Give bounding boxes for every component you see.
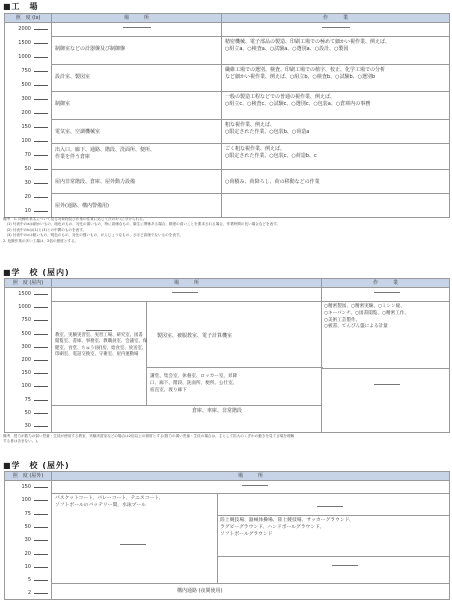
school-indoor-lux-label: 30 — [24, 423, 31, 429]
school-indoor-general-rooms: 教室、実験実習室、実習工場、研究室、図書 閲覧室、書庫、事務室、教職員室、会議室、保 健室、食堂、ちゅう(厨)房、給食室、放送室、 印刷室、電話交換室、守衛室、屋内運動場 — [55, 333, 148, 358]
school-indoor-bottom-box — [52, 405, 322, 434]
factory-lux-header: 照 度 (lx) — [5, 14, 52, 23]
factory-place-column — [52, 23, 222, 218]
factory-place-header: 場 所 — [52, 14, 222, 23]
factory-place-row — [52, 193, 222, 212]
school-indoor-work-bottom-dash — [374, 384, 400, 385]
school-outdoor-upper-right-box — [217, 493, 450, 516]
school-indoor-lux-tick — [34, 386, 48, 387]
factory-place-top-dash — [123, 27, 151, 28]
factory-table — [4, 13, 450, 218]
factory-note-line: 2. 危険作業の多い工場は、2倍の照度とする。 — [3, 238, 79, 243]
school-indoor-work-header: 作 業 — [322, 279, 450, 288]
factory-work-text: 精密機械、電子部品の製造、印刷工場での極めて細かい視作業、例えば、 ○組立a、○検査a、○試験a、○選別a、○設計、○製図 — [225, 39, 391, 52]
factory-note-line: 備考 1. 同種作業名について見る対象物及び作業の性質に応じて次の3つに分けられる。 — [3, 217, 147, 221]
school-outdoor-courts: バスケットコート、バレーコート、テニスコート、 ソフトボールのバッテリー間、水泳プール — [55, 496, 164, 508]
school-outdoor-lux-label: 150 — [21, 484, 31, 490]
school-indoor-lux-tick — [34, 320, 48, 321]
school-indoor-drafting-rooms: 製図室、被服教室、電子計算機室 — [157, 333, 233, 339]
factory-work-header: 作 業 — [222, 14, 450, 23]
school-outdoor-lux-label: 20 — [24, 550, 31, 557]
factory-place-row — [52, 91, 222, 120]
factory-note-line: (3) 付表中のcは粗いもの、明色のもの、対比の強いもの、がんじょうなもの、さほど高価でないものを表す。 — [3, 233, 183, 238]
factory-note-line: (2) 付表中のbは(1)と(3)との中間のものを表す。 — [3, 227, 87, 232]
factory-lux-tick — [34, 113, 48, 114]
factory-lux-tick — [34, 127, 48, 128]
school-outdoor-lux-label: 5 — [27, 577, 31, 584]
factory-lux-label: 50 — [24, 166, 31, 172]
school-indoor-place-header: 場 所 — [52, 279, 322, 288]
factory-section-title: ■工 場 — [3, 2, 39, 11]
school-outdoor-lux-label: 10 — [24, 563, 31, 570]
school-outdoor-lux-tick — [34, 527, 48, 528]
factory-place-text: 出入口、廊下、通路、階段、洗面所、便所、 作業を伴う倉庫 — [55, 147, 156, 160]
factory-lux-label: 10 — [24, 208, 31, 214]
school-indoor-lux-label: 50 — [24, 409, 31, 416]
school-outdoor-lux-label: 100 — [21, 497, 31, 504]
school-outdoor-campus-path: 構内通路 (夜間使用) — [177, 588, 223, 594]
factory-lux-tick — [34, 211, 48, 212]
school-indoor-title: ■学 校 (屋内) — [3, 268, 70, 277]
school-indoor-auditorium: 講堂、集会室、休養室、ロッカー室、昇降 口、廊下、階段、洗面所、便所、公仕室、 宿直室、渡り廊下 — [150, 374, 238, 393]
factory-place-row — [52, 169, 222, 194]
school-indoor-scale — [5, 288, 52, 433]
factory-lux-tick — [34, 85, 48, 86]
school-outdoor-bottom-box — [52, 583, 450, 601]
school-indoor-lux-header: 照 度 (屋内) — [5, 279, 52, 288]
school-indoor-lux-tick — [34, 413, 48, 414]
factory-work-row — [222, 193, 450, 212]
factory-lux-label: 200 — [21, 110, 31, 116]
factory-note-line: (1) 付表中のaは細かいもの、暗色のもの、対比の弱いもの、特に高価なもの、衛生に関係ある場合、精度の高いことを要求される場合、作業時間の長い場合などを表す。 — [3, 222, 281, 227]
school-indoor-work-list: ○精密製図、○精密実験、○ミシン縫、 ○キーパンチ、○図書閲覧、○精密工作、 ○美術工芸製作、 ○板書、てんぴん盤による計量 — [324, 304, 409, 330]
factory-place-text: 電気室、空調機械室 — [55, 129, 101, 135]
school-outdoor-lux-tick — [34, 540, 48, 541]
school-indoor-lux-tick — [34, 373, 48, 374]
factory-lux-label: 150 — [21, 124, 31, 130]
factory-place-text: 屋外(通路、構内警備用) — [55, 203, 109, 209]
factory-work-row — [222, 64, 450, 92]
factory-work-text: ごく粗な視作業、例えば、 ○限定された作業、○包装c、○荷造b、c — [225, 146, 317, 159]
school-indoor-right-box — [146, 301, 322, 368]
factory-work-top-dash — [322, 27, 350, 28]
factory-lux-tick — [34, 57, 48, 58]
factory-lux-label: 100 — [21, 138, 31, 144]
school-outdoor-title: ■学 校 (屋外) — [3, 461, 70, 470]
school-indoor-lux-label: 200 — [21, 357, 31, 363]
school-indoor-lux-label: 750 — [21, 317, 31, 324]
factory-lux-label: 2000 — [18, 26, 31, 32]
school-indoor-lux-label: 150 — [21, 370, 31, 377]
school-indoor-lux-tick — [34, 426, 48, 427]
school-outdoor-lux-tick — [34, 554, 48, 555]
school-outdoor-scale — [5, 481, 52, 600]
school-indoor-lux-tick — [34, 334, 48, 335]
factory-work-row — [222, 36, 450, 65]
factory-work-row — [222, 143, 450, 170]
factory-lux-tick — [34, 183, 48, 184]
school-outdoor-courts-box — [52, 493, 218, 584]
factory-scale — [5, 23, 52, 218]
factory-work-column — [222, 23, 450, 218]
factory-lux-label: 30 — [24, 180, 31, 186]
factory-work-text: 一般の製造工程などでの普通の視作業、例えば、 ○組立c、○検査c、○試験c、○選別c、○包装a、○倉庫内の事務 — [225, 94, 371, 107]
school-indoor-lux-label: 300 — [21, 343, 31, 350]
school-outdoor-fields-box — [217, 515, 450, 557]
school-outdoor-fields: 陸上競技場、器械体操場、陸上競技場、サッカーグラウンド、 ラグビーグラウンド、ハンドボールグラウンド、 ソフトボールグラウンド — [220, 518, 354, 537]
factory-lux-label: 1000 — [18, 54, 31, 60]
school-indoor-top-dash — [172, 292, 198, 293]
school-indoor-lux-tick — [34, 347, 48, 348]
factory-lux-tick — [34, 99, 48, 100]
school-indoor-lux-tick — [34, 400, 48, 401]
factory-work-text: 粗な視作業、例えば、 ○限定された作業、○包装b、○荷造a — [225, 122, 310, 135]
school-indoor-work-column — [322, 288, 450, 433]
factory-lux-label: 300 — [21, 96, 31, 102]
school-indoor-lux-label: 75 — [24, 396, 31, 403]
school-outdoor-lux-tick — [34, 487, 48, 488]
factory-lux-label: 1500 — [18, 40, 31, 46]
school-indoor-lux-label: 1500 — [18, 291, 31, 297]
factory-place-text: 屋内非常階段、倉庫、屋外動力設備 — [55, 179, 136, 185]
school-outdoor-lux-label: 2 — [27, 590, 31, 597]
factory-lux-tick — [34, 197, 48, 198]
school-indoor-lux-tick — [34, 294, 48, 295]
factory-lux-label: 20 — [24, 194, 31, 200]
school-indoor-storage: 倉庫、車庫、非常階段 — [192, 408, 243, 414]
school-outdoor-lower-right-dash — [332, 565, 358, 566]
school-indoor-mid-box — [146, 367, 323, 406]
school-outdoor-courts-dash — [120, 544, 146, 545]
factory-lux-tick — [34, 169, 48, 170]
school-outdoor-upper-right-dash — [317, 506, 343, 507]
school-indoor-place-column — [52, 288, 322, 433]
school-outdoor-lux-tick — [34, 514, 48, 515]
factory-lux-label: 70 — [24, 152, 31, 158]
factory-lux-label: 500 — [21, 82, 31, 88]
school-outdoor-lux-tick — [34, 567, 48, 568]
school-outdoor-place-header: 場 所 — [52, 472, 450, 481]
factory-work-text: ○荷積み、荷降ろし、荷の移動などの作業 — [225, 179, 320, 185]
school-indoor-lux-label: 100 — [21, 383, 31, 390]
school-outdoor-lux-label: 30 — [24, 537, 31, 544]
factory-work-text: 繊維工場での選別、検査、印刷工場での植字、校正、化学工場での分析 など細かい視作業、例えば、○組立b、○検査b、○試験b、○選別b — [225, 67, 386, 80]
factory-lux-tick — [34, 71, 48, 72]
factory-place-row — [52, 119, 222, 144]
school-indoor-work-box — [322, 301, 450, 369]
factory-lux-tick — [34, 141, 48, 142]
school-indoor-work-top-dash — [374, 292, 400, 293]
school-outdoor-lux-tick — [34, 500, 48, 501]
school-outdoor-lux-tick — [34, 580, 48, 581]
school-indoor-note: 備考 授力が数力の弱い児童・生徒が使用する教室、実験実習室などの場合は2倍以上の照度とする(数力の弱い児童・生徒の場合は、主として拡大のくぎわの動きを見て言葉を理解 する者は含まない。)。 — [3, 434, 295, 443]
factory-work-row — [222, 91, 450, 120]
factory-place-row — [52, 143, 222, 170]
factory-lux-tick — [34, 43, 48, 44]
factory-lux-tick — [34, 29, 48, 30]
school-indoor-lux-tick — [34, 307, 48, 308]
school-indoor-table — [4, 278, 450, 433]
school-outdoor-place-column — [52, 481, 450, 600]
school-outdoor-table — [4, 471, 450, 600]
factory-place-text: 制御室などの計器盤及び制御盤 — [55, 46, 126, 52]
factory-work-row — [222, 119, 450, 144]
school-indoor-lux-tick — [34, 360, 48, 361]
factory-place-text: 設計室、製図室 — [55, 74, 91, 80]
school-outdoor-top-dash — [242, 485, 268, 486]
school-indoor-lux-label: 1000 — [18, 304, 31, 311]
school-outdoor-lux-label: 50 — [24, 523, 31, 530]
school-indoor-lux-label: 500 — [21, 330, 31, 337]
factory-lux-tick — [34, 155, 48, 156]
factory-work-row — [222, 169, 450, 194]
factory-place-text: 制御室 — [55, 101, 71, 107]
factory-place-row — [52, 36, 222, 65]
factory-lux-label: 750 — [21, 68, 31, 74]
school-outdoor-lux-tick — [34, 593, 48, 594]
factory-place-row — [52, 64, 222, 92]
school-outdoor-lux-label: 75 — [24, 510, 31, 517]
school-outdoor-lux-header: 照 度 (屋外) — [5, 472, 52, 481]
